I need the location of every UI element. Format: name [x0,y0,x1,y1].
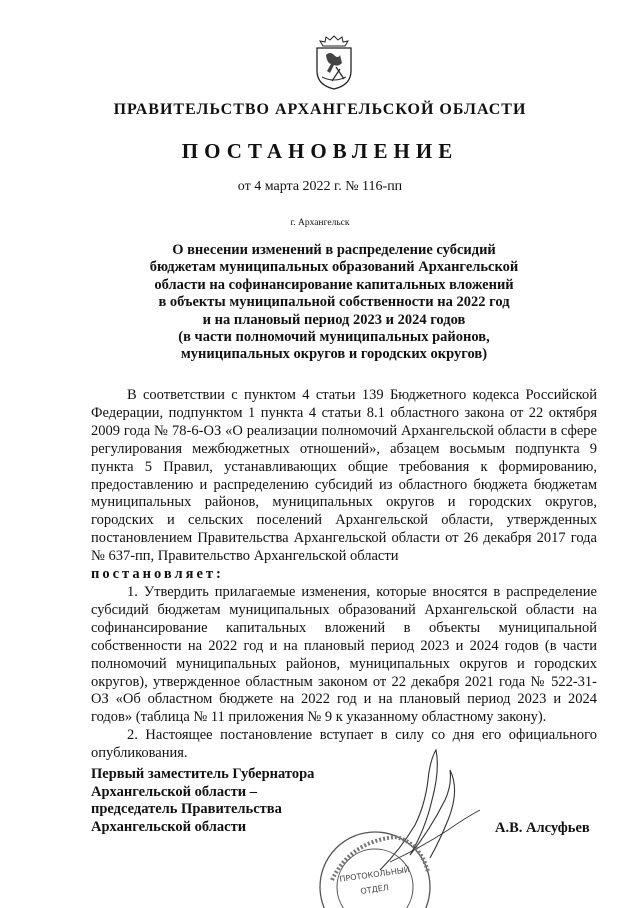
document-body [91,387,597,763]
position-line: Архангельской области – [91,783,257,800]
title-line: О внесении изменений в распределение субсидий [172,242,496,258]
document-type: ПОСТАНОВЛЕНИЕ [181,139,459,163]
document-title [140,242,528,364]
title-line: муниципальных округов и городских округов) [180,346,488,363]
item-paragraph: 2. Настоящее постановление вступает в силу со дня его официального опубликования. [91,727,597,762]
title-line: области на софинансирование капитальных вложений [154,276,514,293]
date-and-number: от 4 марта 2022 г. № 116-пп [237,179,403,194]
title-line: в объекты муниципальной собственности на 2022 год [158,294,510,311]
position-line: Первый заместитель Губернатора [91,766,315,782]
title-line: бюджетам муниципальных образований Архангельской [149,259,519,276]
resolves-colon: : [216,566,221,583]
coat-of-arms-emblem [312,33,356,91]
resolution-line [91,566,597,584]
position-line: Архангельской области [91,818,247,835]
stamp-text: ОТДЕЛ [359,883,390,896]
preamble-paragraph: В соответствии с пунктом 4 статьи 139 Бюджетного кодекса Российской Федерации, подпунктом 1 пункта 4 статьи 8.1 областного закона от 22 октября 2009 года № 78-6-ОЗ «О реализации полномочий Архангельской области в сфере регулирования межбюджетных отношений», абзацем восьмым подпункта 9 пункта 5 Правил, устанавливающих общие требования к формированию, предоставлению и распределению субсидий из областного бюджета бюджетам муниципальных районов, муниципальных округов и городских округов, городских и сельских поселений Архангельской области, утвержденных постановлением Правительства Архангельской области от 26 декабря 2017 года № 637-пп, Правительство Архангельской области [91,387,597,565]
item-paragraph: 1. Утвердить прилагаемые изменения, которые вносятся в распределение субсидий бюджетам муниципальных образований Архангельской области на софинансирование капитальных вложений в объекты муниципальной собственности на 2022 год и на плановый период 2023 и 2024 годов (в части полномочий муниципальных районов, муниципальных округов и городских округов), утвержденное областным законом от 22 декабря 2021 года № 522-31-ОЗ «Об областном бюджете на 2022 год и на плановый период 2023 и 2024 годов» (таблица № 11 приложения № 9 к указанному областному закону). [91,583,597,726]
resolves-word: постановляет [91,566,217,583]
position-line: председатель Правительства [91,801,282,818]
signatory-position [91,766,314,836]
official-stamp [310,822,440,908]
city-label: г. Архангельск [290,218,350,228]
organization-header: ПРАВИТЕЛЬСТВО АРХАНГЕЛЬСКОЙ ОБЛАСТИ [113,101,527,118]
title-line: и на плановый период 2023 и 2024 годов [202,311,466,328]
signatory-name: А.В. Алсуфьев [495,820,590,836]
stamp-text: ПРОТОКОЛЬНЫЙ [338,865,411,884]
title-line: (в части полномочий муниципальных районов, [178,329,490,346]
